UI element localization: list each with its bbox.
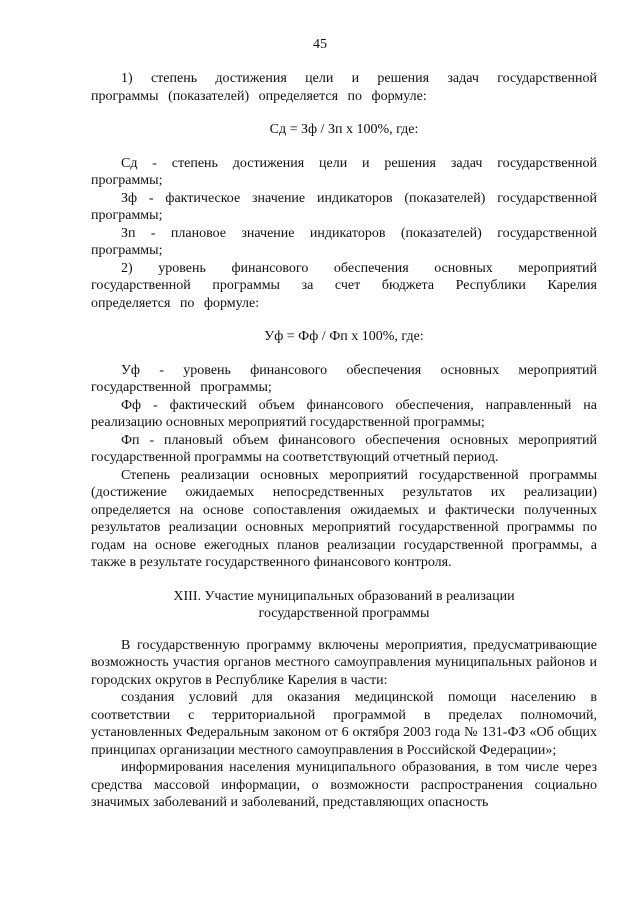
paragraph-zf-definition: Зф - фактическое значение индикаторов (показателей) государственной программы; bbox=[91, 190, 597, 223]
formula-goal-achievement: Сд = Зф / Зп х 100%, где: bbox=[269, 122, 419, 137]
paragraph-implementation-degree: Степень реализации основных мероприятий государственной программы (достижение ожидаемых непосредственных результатов их реализации) определяется на основе сопоставления ожидаемых и фактически полученных результатов реализации основных мероприятий государственной программы по годам на основе ежегодных планов реализации государственной программы, а также в результате государственного финансового контроля. bbox=[91, 467, 597, 570]
page-number: 45 bbox=[313, 37, 327, 52]
paragraph-criterion-1: 1) степень достижения цели и решения задач государственной программы (показателей) определяется по формуле: bbox=[91, 71, 597, 104]
paragraph-fp-definition: Фп - плановый объем финансового обеспечения основных мероприятий государственной программы на соответствующий отчетный период. bbox=[91, 432, 597, 465]
paragraph-zp-definition: Зп - плановое значение индикаторов (показателей) государственной программы; bbox=[91, 225, 597, 258]
paragraph-medical-care-conditions: создания условий для оказания медицинской помощи населению в соответствии с территориальной программой в пределах полномочий, установленных Федеральным законом от 6 октября 2003 года № 131-ФЗ «Об общих принципах организации местного самоуправления в Российской Федерации»; bbox=[91, 690, 597, 758]
formula-financing-level: Уф = Фф / Фп х 100%, где: bbox=[264, 329, 424, 344]
section-heading-line-2: государственной программы bbox=[258, 606, 430, 621]
paragraph-sd-definition: Сд - степень достижения цели и решения задач государственной программы; bbox=[91, 155, 597, 188]
paragraph-municipal-participation: В государственную программу включены мероприятия, предусматривающие возможность участия органов местного самоуправления муниципальных районов и городских округов в Республике Карелия в части: bbox=[91, 637, 597, 688]
paragraph-criterion-2: 2) уровень финансового обеспечения основных мероприятий государственной программы за счет бюджета Республики Карелия определяется по формуле: bbox=[91, 260, 597, 311]
paragraph-uf-definition: Уф - уровень финансового обеспечения основных мероприятий государственной программы; bbox=[91, 362, 597, 395]
section-heading-xiii bbox=[91, 572, 597, 637]
document-body bbox=[91, 70, 597, 812]
paragraph-ff-definition: Фф - фактический объем финансового обеспечения, направленный на реализацию основных мероприятий государственной программы; bbox=[91, 397, 597, 430]
paragraph-population-informing: информирования населения муниципального образования, в том числе через средства массовой информации, о возможности распространения социально значимых заболеваний и заболеваний, представляющих опасность bbox=[91, 760, 597, 810]
section-heading-line-1: XIII. Участие муниципальных образований в реализации bbox=[173, 588, 515, 604]
